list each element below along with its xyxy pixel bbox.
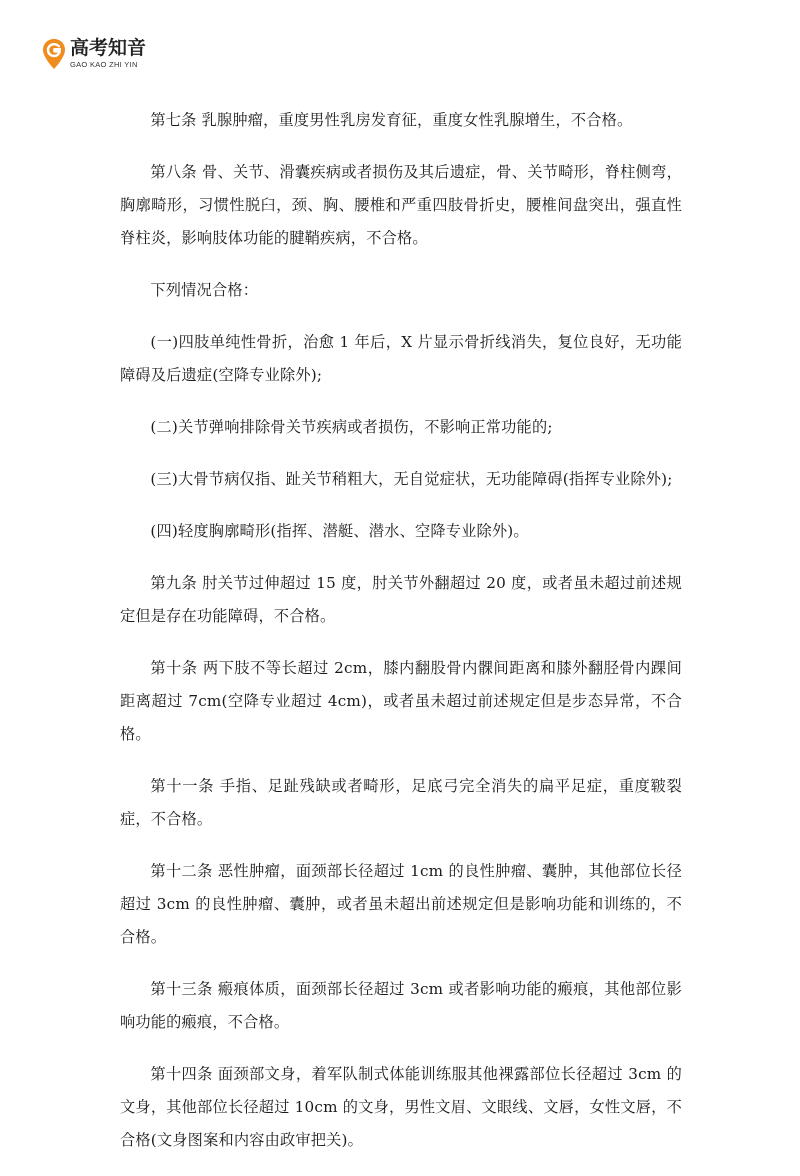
article-11-paragraph: 第十一条 手指、足趾残缺或者畸形，足底弓完全消失的扁平足症，重度皲裂症，不合格。	[120, 777, 682, 828]
document-body	[120, 104, 682, 1176]
qualified-cases-heading: 下列情况合格：	[150, 281, 259, 299]
location-pin-logo-icon	[42, 38, 66, 70]
article-10-paragraph: 第十条 两下肢不等长超过 2cm，膝内翻股骨内髁间距离和膝外翻胫骨内踝间距离超过 7cm(空降专业超过 4cm)，或者虽未超过前述规定但是步态异常，不合格。	[120, 659, 682, 743]
article-9-paragraph: 第九条 肘关节过伸超过 15 度，肘关节外翻超过 20 度，或者虽未超过前述规定但是存在功能障碍，不合格。	[120, 574, 682, 625]
article-12-paragraph: 第十二条 恶性肿瘤，面颈部长径超过 1cm 的良性肿瘤、囊肿，其他部位长径超过 3cm 的良性肿瘤、囊肿，或者虽未超出前述规定但是影响功能和训练的，不合格。	[120, 862, 682, 946]
article-7-paragraph: 第七条 乳腺肿瘤，重度男性乳房发育征，重度女性乳腺增生，不合格。	[150, 111, 633, 129]
article-8-paragraph: 第八条 骨、关节、滑囊疾病或者损伤及其后遗症，骨、关节畸形，脊柱侧弯，胸廓畸形，习惯性脱臼，颈、胸、腰椎和严重四肢骨折史，腰椎间盘突出，强直性脊柱炎，影响肢体功能的腱鞘疾病，不合格。	[120, 163, 682, 247]
logo-subtitle: GAO KAO ZHI YIN	[70, 60, 138, 70]
article-13-paragraph: 第十三条 瘢痕体质，面颈部长径超过 3cm 或者影响功能的瘢痕，其他部位影响功能的瘢痕，不合格。	[120, 980, 682, 1031]
logo-text	[70, 39, 146, 69]
qualified-case-3: (三)大骨节病仅指、趾关节稍粗大，无自觉症状，无功能障碍(指挥专业除外);	[150, 470, 673, 488]
logo	[42, 36, 146, 72]
logo-title: 高考知音	[70, 37, 147, 60]
article-14-paragraph: 第十四条 面颈部文身，着军队制式体能训练服其他裸露部位长径超过 3cm 的文身，其他部位长径超过 10cm 的文身，男性文眉、文眼线、文唇，女性文唇，不合格(文身图案和内容由政审把关)。	[120, 1065, 682, 1149]
qualified-case-2: (二)关节弹响排除骨关节疾病或者损伤，不影响正常功能的;	[150, 418, 553, 436]
qualified-case-4: (四)轻度胸廓畸形(指挥、潜艇、潜水、空降专业除外)。	[150, 522, 529, 540]
qualified-case-1: (一)四肢单纯性骨折，治愈 1 年后，X 片显示骨折线消失，复位良好，无功能障碍及后遗症(空降专业除外);	[120, 333, 682, 384]
